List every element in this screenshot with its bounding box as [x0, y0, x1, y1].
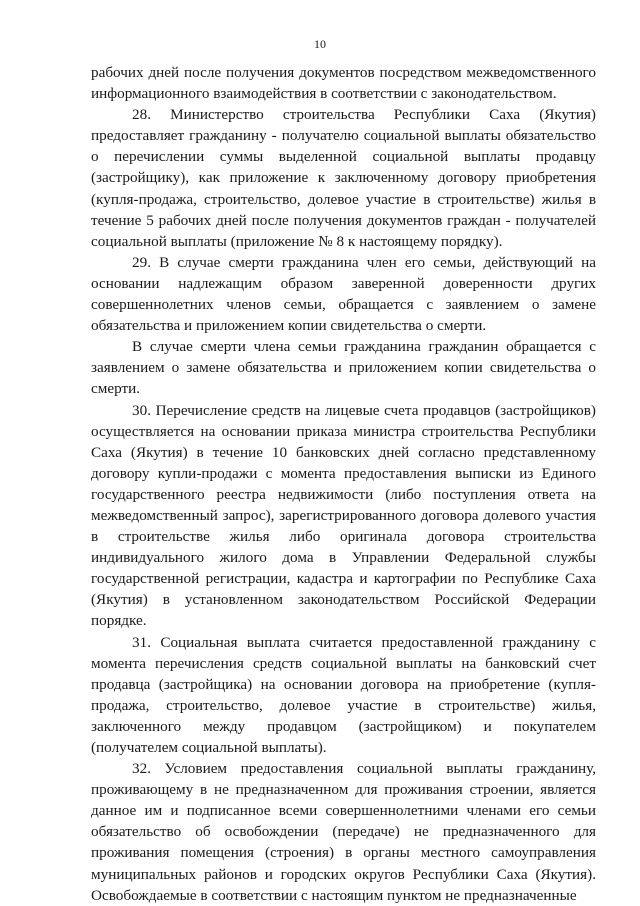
document-body [91, 62, 596, 906]
paragraph-28: 28. Министерство строительства Республики Саха (Якутия) предоставляет гражданину - получателю социальной выплаты обязательство о перечислении суммы выделенной социальной выплаты продавцу (застройщику), как приложение к заключенному договору приобретения (купля-продажа, строительство, долевое участие в строительстве) жилья в течение 5 рабочих дней после получения документов граждан - получателей социальной выплаты (приложение № 8 к настоящему порядку). [91, 106, 596, 250]
paragraph-29-family: В случае смерти члена семьи гражданина гражданин обращается с заявлением о замене обязательства и приложением копии свидетельства о смерти. [91, 338, 596, 398]
paragraph-30: 30. Перечисление средств на лицевые счета продавцов (застройщиков) осуществляется на основании приказа министра строительства Республики Саха (Якутия) в течение 10 банковских дней согласно представленному договору купли-продажи с момента предоставления выписки из Единого государственного реестра недвижимости (либо поступления ответа на межведомственный запрос), зарегистрированного договора долевого участия в строительстве жилья либо оригинала договора строительства индивидуального жилого дома в Управлении Федеральной службы государственной регистрации, кадастра и картографии по Республике Саха (Якутия) в установленном законодательством Российской Федерации порядке. [91, 401, 596, 630]
paragraph-31: 31. Социальная выплата считается предоставленной гражданину с момента перечисления средств социальной выплаты на банковский счет продавца (застройщика) на основании договора на приобретение (купля-продажа, строительство, долевое участие в строительстве) жилья, заключенного между продавцом (застройщиком) и покупателем (получателем социальной выплаты). [91, 633, 596, 756]
paragraph-continuation: рабочих дней после получения документов посредством межведомственного информационного взаимодействия в соответствии с законодательством. [91, 64, 596, 103]
page-number: 10 [314, 37, 326, 51]
paragraph-29: 29. В случае смерти гражданина член его семьи, действующий на основании надлежащим образом заверенной доверенности других совершеннолетних членов семьи, обращается с заявлением о замене обязательства и приложением копии свидетельства о смерти. [91, 253, 596, 335]
paragraph-32: 32. Условием предоставления социальной выплаты гражданину, проживающему в не предназначенном для проживания строении, является данное им и подписанное всеми совершеннолетними членами его семьи обязательство об освобождении (передаче) не предназначенного для проживания помещения (строения) в органы местного самоуправления муниципальных районов и городских округов Республики Саха (Якутия). Освобождаемые в соответствии с настоящим пунктом не предназначенные [91, 760, 596, 904]
